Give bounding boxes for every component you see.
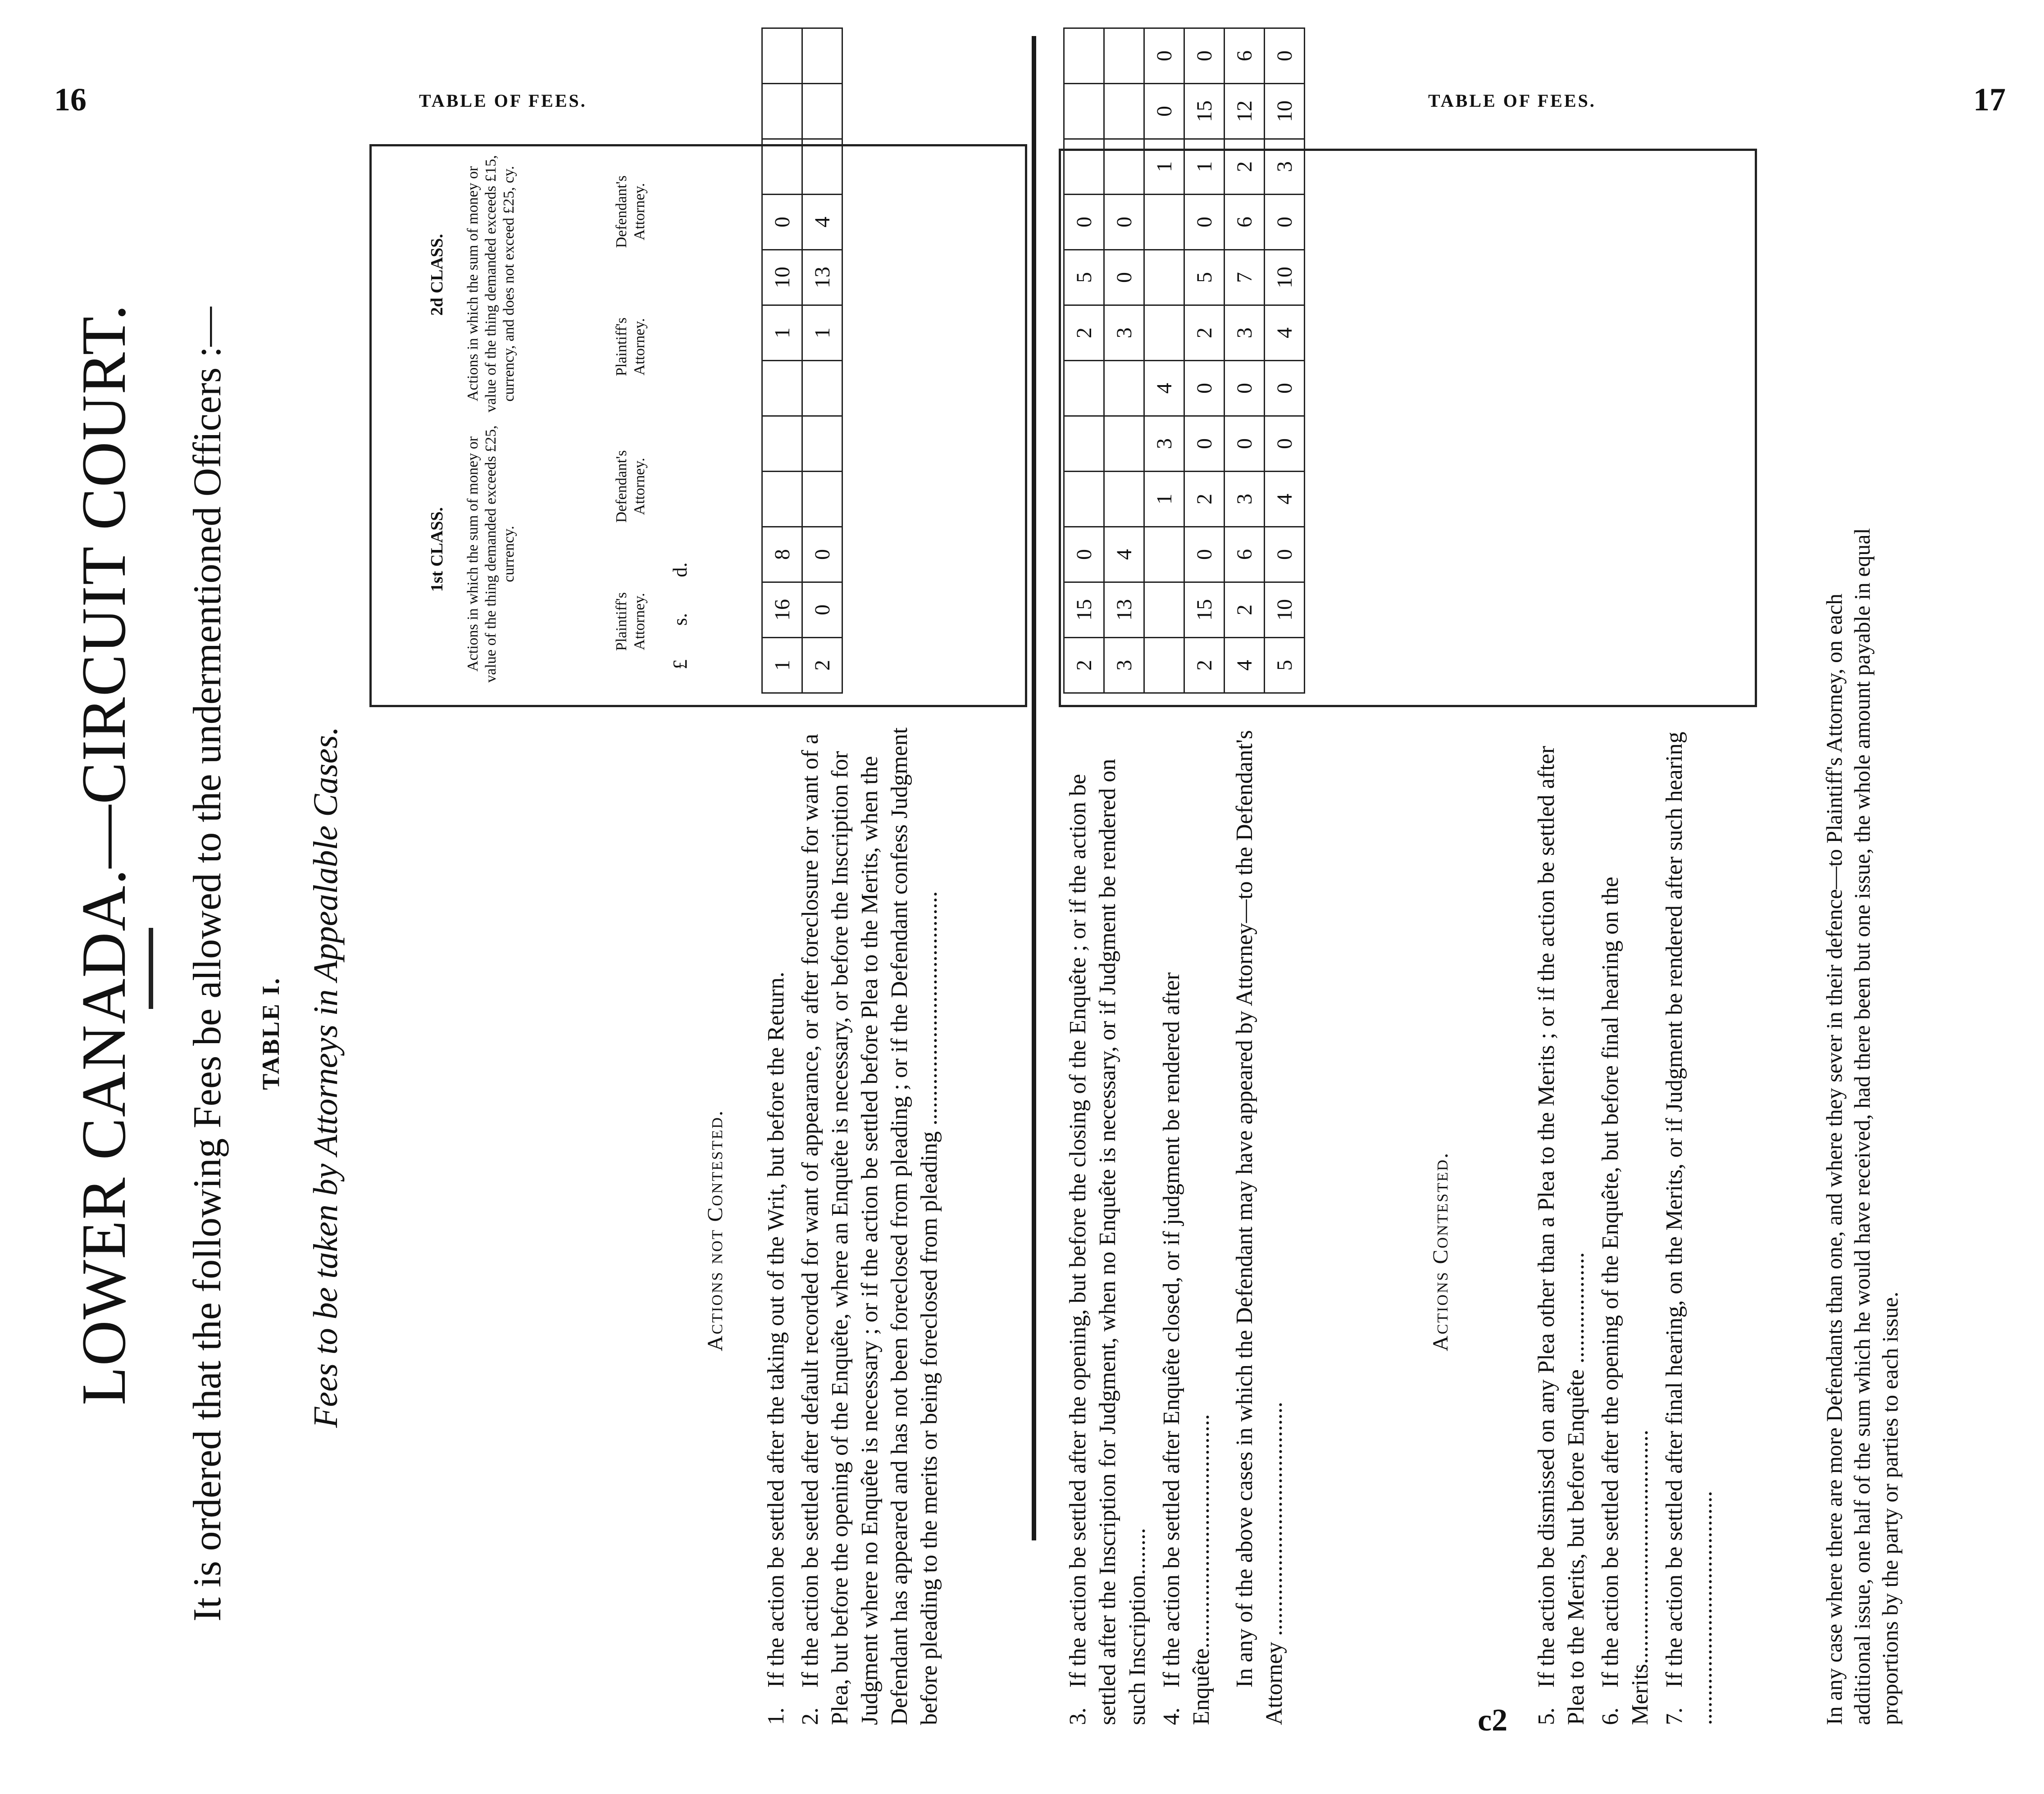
fee-cell: 3 <box>1104 305 1144 361</box>
left-fee-values <box>761 27 843 694</box>
running-head-right: TABLE OF FEES. <box>1428 91 1596 111</box>
fee-cell: 0 <box>1104 195 1144 250</box>
fee-cell <box>802 416 842 472</box>
fee-cell: 2 <box>1184 472 1225 527</box>
fee-cell <box>762 416 802 472</box>
fee-cell <box>762 28 802 84</box>
fee-cell <box>1064 28 1104 84</box>
page-number-right: 17 <box>1973 82 2006 118</box>
header-defendant-c1: Defendant's Attorney. <box>613 450 648 523</box>
fee-cell: 16 <box>762 582 802 638</box>
fee-cell: 2 <box>1064 305 1104 361</box>
entry-2 <box>796 712 944 1725</box>
entry-text: If the action be settled after the opening of the Enquête, but before final hearing on the Merits........................................ <box>1598 877 1653 1725</box>
fee-cell <box>762 472 802 527</box>
fee-cell <box>1104 472 1144 527</box>
fee-cell <box>1104 139 1144 195</box>
fee-cell: 0 <box>802 582 842 638</box>
signature-mark: c2 <box>1478 1703 1508 1738</box>
fee-cell <box>1144 250 1184 305</box>
entry-1 <box>761 712 791 1725</box>
fee-cell: 4 <box>802 195 842 250</box>
fee-cell: 6 <box>1225 28 1265 84</box>
fee-cell <box>1064 472 1104 527</box>
fee-cell: 2 <box>1184 305 1225 361</box>
fee-cell: 0 <box>802 527 842 582</box>
fee-cell <box>802 472 842 527</box>
fee-cell: 2 <box>1225 139 1265 195</box>
fee-cell: 13 <box>1104 582 1144 638</box>
fee-cell: 0 <box>1064 195 1104 250</box>
fee-cell <box>1064 361 1104 416</box>
fee-cell <box>1144 305 1184 361</box>
fee-row-defendant <box>1144 28 1184 693</box>
fee-row-6 <box>1225 28 1265 693</box>
fee-cell: 0 <box>1265 527 1305 582</box>
fee-cell <box>1064 84 1104 139</box>
class2-description: Actions in which the sum of money or value of the thing demanded exceeds £15, currency, and does not exceed £25, cy. <box>464 155 517 413</box>
header-plaintiff-c2: Plaintiff's Attorney. <box>613 317 648 377</box>
entry-text: If the action be settled after the taking out of the Writ, but before the Return. <box>763 972 789 1688</box>
class1-description: Actions in which the sum of money or value of the thing demanded exceeds £25, currency. <box>464 425 517 683</box>
fee-cell: 0 <box>1184 195 1225 250</box>
fee-cell: 0 <box>1265 416 1305 472</box>
entry-defendant-appearance <box>1230 712 1289 1725</box>
fee-cell: 0 <box>1064 527 1104 582</box>
fee-cell: 4 <box>1144 361 1184 416</box>
fee-cell: 7 <box>1225 250 1265 305</box>
fee-cell: 0 <box>1225 416 1265 472</box>
fee-cell: 0 <box>1265 195 1305 250</box>
fee-cell <box>802 28 842 84</box>
fee-cell <box>1104 84 1144 139</box>
fee-cell: 12 <box>1225 84 1265 139</box>
fee-cell: 0 <box>1265 361 1305 416</box>
fee-cell: 4 <box>1104 527 1144 582</box>
fee-cell <box>1104 361 1144 416</box>
fee-cell: 2 <box>802 638 842 693</box>
fee-cell: 0 <box>1184 416 1225 472</box>
entry-number: 6. <box>1598 1708 1623 1725</box>
fee-cell <box>762 361 802 416</box>
fee-cell: 2 <box>1225 582 1265 638</box>
fee-cell <box>762 139 802 195</box>
fee-cell <box>1144 195 1184 250</box>
fee-cell: 8 <box>762 527 802 582</box>
fee-cell: 0 <box>1225 361 1265 416</box>
fee-cell: 0 <box>762 195 802 250</box>
entry-text: If the action be dismissed on any Plea other than a Plea to the Merits ; or if the action be settled after Plea to the Merits, but before Enquête ................... <box>1534 746 1589 1725</box>
fee-cell: 0 <box>1265 28 1305 84</box>
right-entries-contested <box>1532 712 1724 1725</box>
fee-cell: 4 <box>1225 638 1265 693</box>
fee-cell: 3 <box>1144 416 1184 472</box>
fee-cell <box>802 361 842 416</box>
fee-row-7 <box>1265 28 1305 693</box>
header-pence: d. <box>669 562 691 577</box>
entry-number: 7. <box>1662 1708 1687 1725</box>
section-not-contested: Actions not Contested. <box>703 1109 727 1351</box>
fee-cell: 13 <box>802 250 842 305</box>
running-head-left: TABLE OF FEES. <box>419 91 587 111</box>
fee-cell: 1 <box>762 638 802 693</box>
fee-cell: 0 <box>1144 84 1184 139</box>
entry-text: If the action be settled after final hearing, on the Merits, or if Judgment be rendered after such hearing ........................................ <box>1662 731 1717 1725</box>
fee-cell: 0 <box>1144 28 1184 84</box>
fee-cell <box>1144 582 1184 638</box>
fee-cell: 1 <box>1144 472 1184 527</box>
fee-cell: 10 <box>1265 250 1305 305</box>
fee-cell <box>1144 527 1184 582</box>
fee-cell: 15 <box>1184 84 1225 139</box>
left-entries <box>761 712 949 1725</box>
fee-cell: 3 <box>1225 472 1265 527</box>
entry-text: If the action be settled after the opening, but before the closing of the Enquête ; or if the action be settled after the Inscription for Judgment, when no Enquête is necessary, or if Judgment be rendered on such Inscription........ <box>1065 758 1150 1725</box>
entry-number: 5. <box>1534 1708 1559 1725</box>
entry-number: 3. <box>1065 1708 1091 1725</box>
entry-6 <box>1596 712 1655 1725</box>
fee-cell <box>802 139 842 195</box>
fee-cell: 1 <box>1144 139 1184 195</box>
right-entries-not-contested <box>1063 712 1294 1725</box>
fee-cell: 6 <box>1225 195 1265 250</box>
table-label: TABLE I. <box>257 976 284 1090</box>
page-gutter <box>1032 36 1036 1540</box>
note-text: In any case where there are more Defendants than one, and where they sever in their defence—to Plaintiff's Attorney, on each additional issue, one half of the sum which he would have received, had there been but one issue, the whole amount payable in equal proportions by the party or parties to each issue. <box>1821 528 1903 1725</box>
fee-cell <box>1144 638 1184 693</box>
fee-cell: 2 <box>1064 638 1104 693</box>
fee-cell <box>1104 28 1144 84</box>
entry-7 <box>1660 712 1719 1725</box>
entry-number: 4. <box>1159 1708 1184 1725</box>
fee-cell: 0 <box>1104 250 1144 305</box>
fee-cell: 0 <box>1184 527 1225 582</box>
fee-cell <box>762 84 802 139</box>
fee-cell: 10 <box>1265 84 1305 139</box>
entry-4 <box>1157 712 1216 1725</box>
fee-cell: 3 <box>1265 139 1305 195</box>
fee-cell: 10 <box>762 250 802 305</box>
entry-text: If the action be settled after default recorded for want of appearance, or after foreclosure for want of a Plea, but before the opening of the Enquête, where an Enquête is necessary, or before the Inscription for Judgment where no Enquête is necessary ; or if the action be settled before Plea to the Merits, when the Defendant has appeared and has not been foreclosed from pleading ; or if the Defendant confess Judgment before pleading to the merits or being foreclosed from pleading ........................................ <box>797 727 942 1725</box>
severance-note <box>1820 509 1904 1725</box>
section-contested: Actions Contested. <box>1429 1151 1452 1351</box>
entry-5 <box>1532 712 1591 1725</box>
fee-cell: 4 <box>1265 472 1305 527</box>
fee-row-4 <box>1104 28 1144 693</box>
fee-cell: 2 <box>1184 638 1225 693</box>
fee-cell: 1 <box>802 305 842 361</box>
fee-cell: 10 <box>1265 582 1305 638</box>
entry-number: 1. <box>763 1708 789 1725</box>
fee-cell: 6 <box>1225 527 1265 582</box>
fee-cell <box>802 84 842 139</box>
fee-cell <box>1104 416 1144 472</box>
fee-row-3 <box>1064 28 1104 693</box>
class1-title: 1st CLASS. <box>428 507 446 592</box>
fee-row-5 <box>1184 28 1225 693</box>
header-pound: £ <box>669 659 691 669</box>
fee-cell: 1 <box>1184 139 1225 195</box>
fee-cell: 3 <box>1225 305 1265 361</box>
fee-row-2 <box>802 28 842 693</box>
right-fee-values <box>1063 27 1305 694</box>
header-shilling: s. <box>669 613 691 626</box>
fee-cell: 0 <box>1184 28 1225 84</box>
order-statement: It is ordered that the following Fees be allowed to the undermentioned Officers :— <box>186 307 229 1621</box>
class2-title: 2d CLASS. <box>428 234 446 316</box>
page-title: LOWER CANADA.—CIRCUIT COURT. <box>69 304 139 1405</box>
header-plaintiff-c1: Plaintiff's Attorney. <box>613 592 648 651</box>
entry-3 <box>1063 712 1152 1725</box>
table-subtitle: Fees to be taken by Attorneys in Appealable Cases. <box>307 727 345 1428</box>
fee-row-1 <box>762 28 802 693</box>
fee-cell: 0 <box>1184 361 1225 416</box>
fee-cell: 3 <box>1104 638 1144 693</box>
fee-cell: 5 <box>1184 250 1225 305</box>
fee-cell <box>1064 416 1104 472</box>
fee-cell: 1 <box>762 305 802 361</box>
entry-text: If the action be settled after Enquête closed, or if judgment be rendered after Enquête........................................ <box>1159 972 1214 1725</box>
fee-cell: 4 <box>1265 305 1305 361</box>
title-rule <box>149 928 153 1009</box>
entry-text: In any of the above cases in which the Defendant may have appeared by Attorney—to the Defendant's Attorney ........................................ <box>1232 730 1287 1725</box>
header-defendant-c2: Defendant's Attorney. <box>613 175 648 248</box>
fee-cell: 5 <box>1064 250 1104 305</box>
page-number-left: 16 <box>54 82 86 118</box>
entry-number: 2. <box>797 1708 823 1725</box>
fee-cell: 15 <box>1184 582 1225 638</box>
fee-cell: 5 <box>1265 638 1305 693</box>
fee-cell <box>1064 139 1104 195</box>
fee-cell: 15 <box>1064 582 1104 638</box>
